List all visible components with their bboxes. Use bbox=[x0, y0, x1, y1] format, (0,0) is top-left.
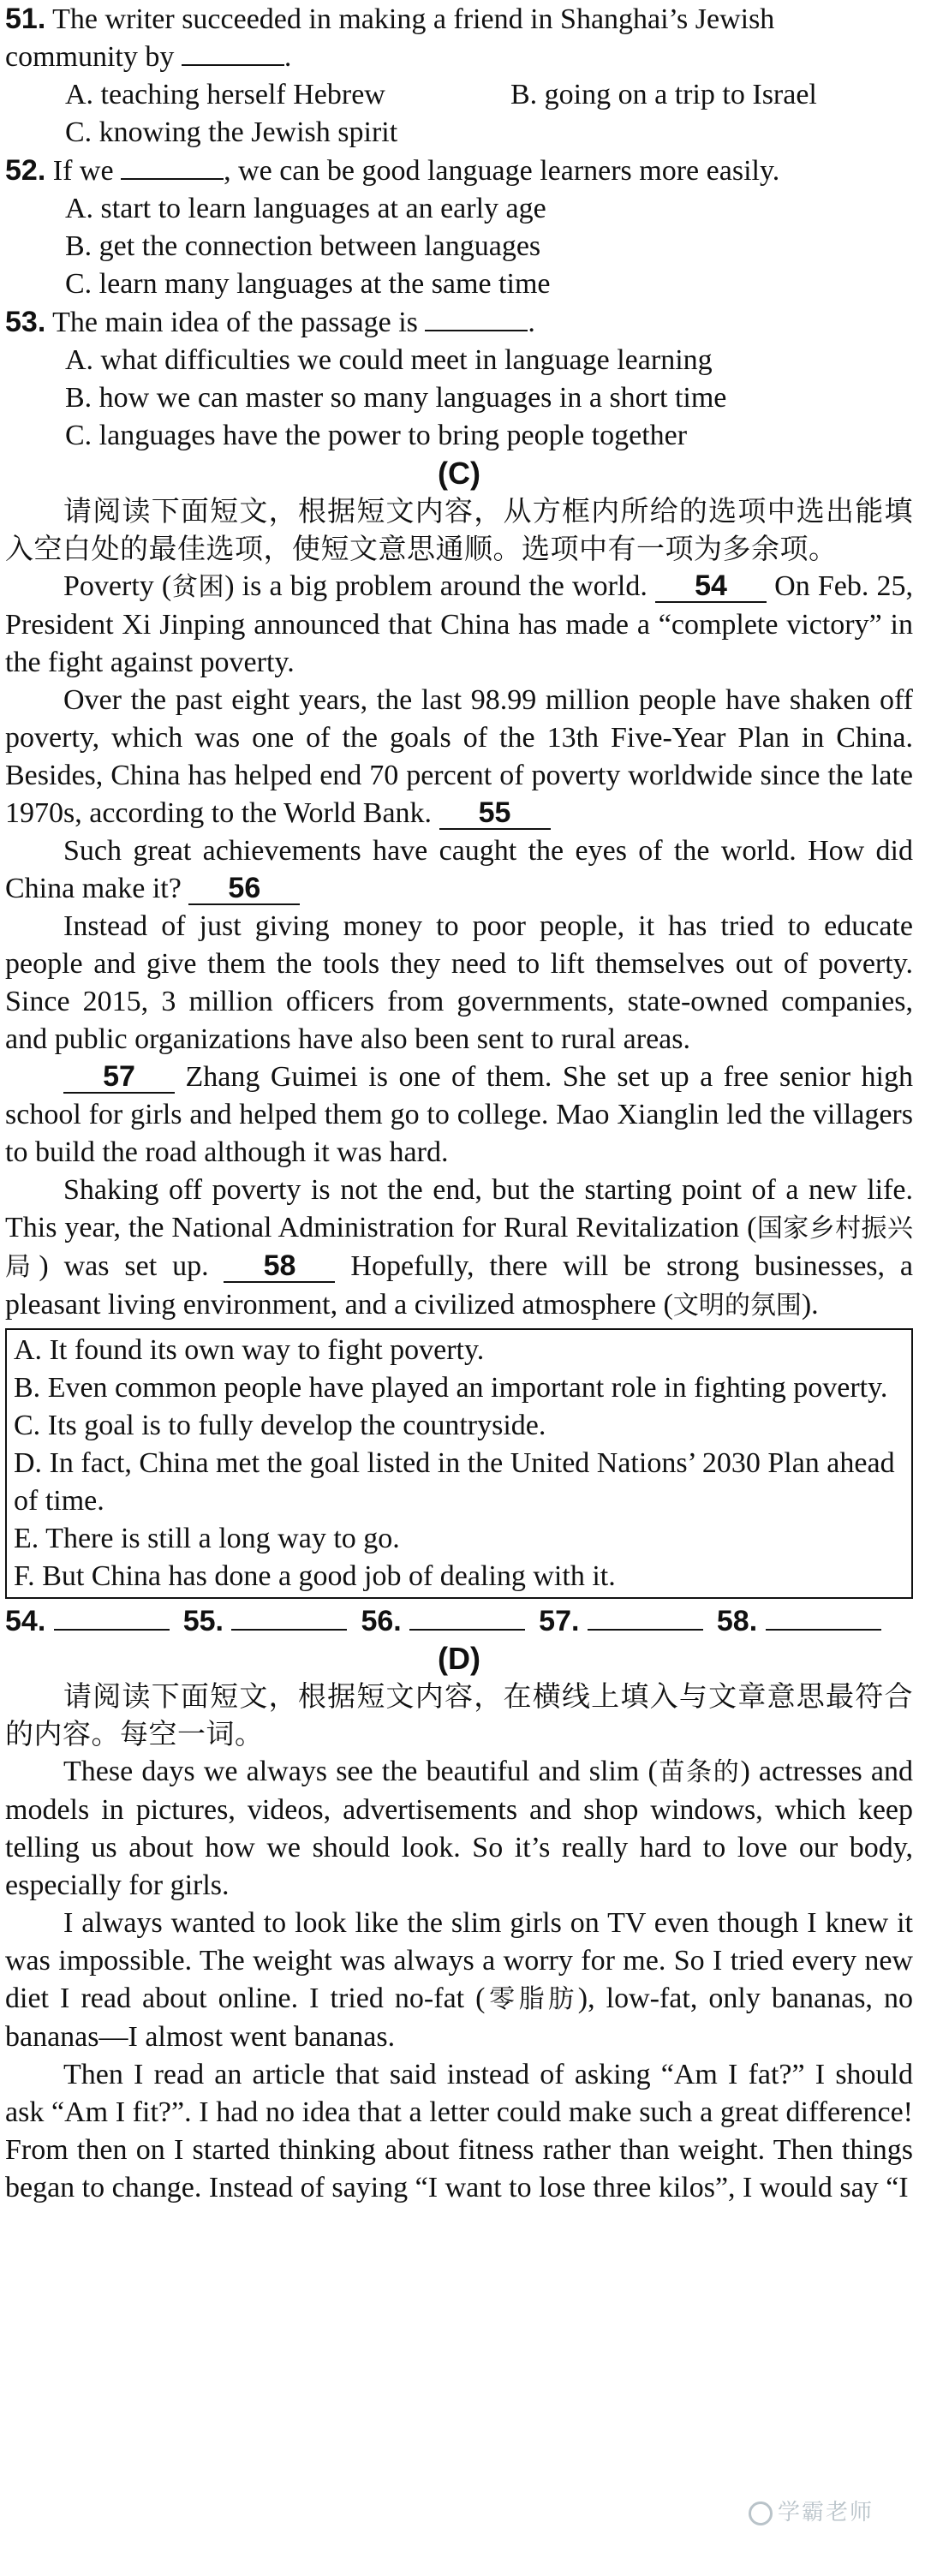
answer-blank-54 bbox=[54, 1603, 170, 1631]
box-option-a: A. It found its own way to fight poverty. bbox=[14, 1334, 485, 1366]
box-option-f: F. But China has done a good job of dealing with it. bbox=[14, 1560, 616, 1592]
passage-paragraph: Shaking off poverty is not the end, but the starting point of a new life. This year, the National Administration for Rural Revitalization (国家乡村振兴局) was set up. 58 Hopefully, there will be strong businesses, a pleasant living environment, and a civilized atmosphere (文明的氛围). bbox=[5, 1174, 914, 1321]
question-number: 52. bbox=[5, 154, 46, 187]
section-d-title: (D) bbox=[438, 1641, 480, 1676]
section-d-instruction: 请阅读下面短文，根据短文内容，在横线上填入与文章意思最符合的内容。每空一词。 bbox=[5, 1679, 913, 1750]
option-a: A. teaching herself Hebrew bbox=[65, 79, 385, 110]
answer-blank bbox=[425, 304, 528, 331]
answer-blank-58 bbox=[766, 1603, 881, 1631]
options-row bbox=[5, 76, 913, 114]
section-c-instruction: 请阅读下面短文，根据短文内容，从方框内所给的选项中选出能填入空白处的最佳选项，使短文意思通顺。选项中有一项为多余项。 bbox=[5, 494, 913, 565]
passage-paragraph: 57 Zhang Guimei is one of them. She set up a free senior high school for girls and helped them go to college. Mao Xianglin led the villagers to build the road although it was hard. bbox=[5, 1060, 913, 1168]
box-option-e: E. There is still a long way to go. bbox=[14, 1523, 400, 1554]
passage-paragraph: I always wanted to look like the slim girls on TV even though I knew it was impossible. The weight was always a worry for me. So I tried every new diet I read about online. I tried no-fat (零脂肪), low-fat, only bananas, no bananas—I almost went bananas. bbox=[5, 1907, 913, 2053]
blank-57: 57 bbox=[63, 1061, 175, 1094]
option-c: C. languages have the power to bring people together bbox=[65, 420, 688, 451]
question-number: 51. bbox=[5, 3, 46, 35]
answer-blank-56 bbox=[409, 1603, 525, 1631]
question-stem: If we bbox=[52, 155, 122, 187]
answer-blank bbox=[182, 39, 284, 66]
passage-paragraph: These days we always see the beautiful and slim (苗条的) actresses and models in pictures, videos, advertisements and shop windows, which keep telling us about how we should look. So it’s really hard to love our body, especially for girls. bbox=[5, 1756, 914, 1901]
watermark: 学霸老师 bbox=[749, 2494, 874, 2531]
passage-paragraph: Such great achievements have caught the eyes of the world. How did China make it? 56 bbox=[5, 835, 913, 904]
question-53: 53. The main idea of the passage is . bbox=[5, 306, 535, 338]
blank-58: 58 bbox=[224, 1250, 335, 1283]
option-b: B. how we can master so many languages in a short time bbox=[65, 382, 727, 414]
option-a: A. start to learn languages at an early age bbox=[65, 193, 546, 224]
option-c: C. knowing the Jewish spirit bbox=[65, 116, 398, 148]
box-option-c: C. Its goal is to fully develop the countryside. bbox=[14, 1410, 546, 1441]
answer-blank bbox=[121, 152, 224, 180]
question-number: 53. bbox=[5, 306, 46, 338]
blank-54: 54 bbox=[655, 570, 767, 603]
box-option-b: B. Even common people have played an important role in fighting poverty. bbox=[14, 1372, 888, 1404]
option-c: C. learn many languages at the same time bbox=[65, 268, 551, 300]
answer-line: 54. 55. 56. 57. 58. bbox=[5, 1602, 913, 1640]
question-stem: The writer succeeded in making a friend in Shanghai’s Jewish community by bbox=[5, 3, 775, 73]
blank-55: 55 bbox=[439, 797, 551, 830]
passage-paragraph: Over the past eight years, the last 98.99 million people have shaken off poverty, which was one of the goals of the 13th Five-Year Plan in China. Besides, China has helped end 70 percent of poverty worldwide since the late 1970s, according to the World Bank. 55 bbox=[5, 684, 913, 829]
passage-paragraph: Then I read an article that said instead of asking “Am I fat?” I should ask “Am I fit?”. I had no idea that a letter could make such a great difference! From then on I started thinking about fitness rather than weight. Then things began to change. Instead of saying “I want to lose three kilos”, I would say “I bbox=[5, 2059, 913, 2203]
watermark-logo-icon bbox=[749, 2501, 773, 2525]
question-stem: The main idea of the passage is bbox=[52, 307, 426, 338]
options-box bbox=[5, 1328, 913, 1599]
question-52: 52. If we , we can be good language learners more easily. bbox=[5, 154, 780, 187]
answer-blank-55 bbox=[231, 1603, 347, 1631]
question-51: 51. The writer succeeded in making a friend in Shanghai’s Jewish community by . bbox=[5, 3, 775, 73]
section-c-title: (C) bbox=[438, 456, 480, 491]
answer-blank-57 bbox=[588, 1603, 703, 1631]
option-b: B. going on a trip to Israel bbox=[510, 79, 817, 110]
passage-paragraph: Instead of just giving money to poor people, it has tried to educate people and give them the tools they need to lift themselves out of poverty. Since 2015, 3 million officers from governments, state-owned companies, and public organizations have also been sent to rural areas. bbox=[5, 910, 913, 1055]
option-b: B. get the connection between languages bbox=[65, 230, 541, 262]
box-option-d: D. In fact, China met the goal listed in the United Nations’ 2030 Plan ahead of time. bbox=[14, 1447, 895, 1517]
blank-56: 56 bbox=[188, 873, 300, 905]
passage-paragraph: Poverty (贫困) is a big problem around the world. 54 On Feb. 25, President Xi Jinping announced that China has made a “complete victory” in the fight against poverty. bbox=[5, 569, 914, 678]
option-a: A. what difficulties we could meet in language learning bbox=[65, 344, 713, 376]
